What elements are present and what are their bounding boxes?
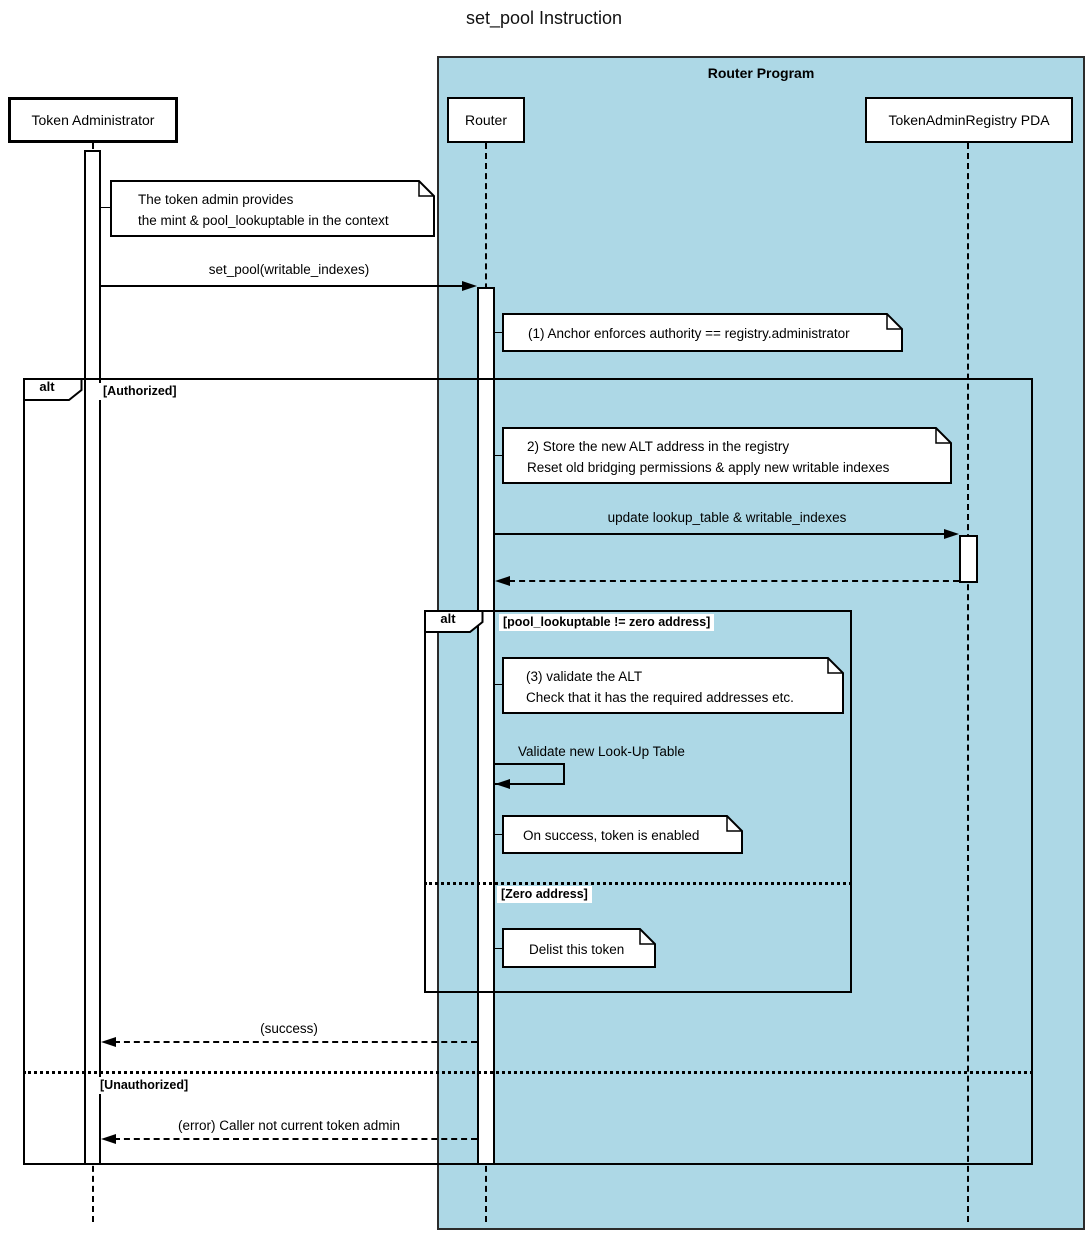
alt-operator-label: alt [39,379,55,394]
note-token-enabled [502,815,743,854]
note-store-line2: Reset old bridging permissions & apply new writable indexes [527,460,890,475]
message-validate-label: Validate new Look-Up Table [518,744,685,759]
note-enabled-text: On success, token is enabled [523,828,700,843]
participant-router: Router [447,97,525,143]
note-connector [494,834,502,835]
arrowhead-left-icon [101,1037,116,1047]
diagram-title: set_pool Instruction [465,8,623,28]
alt-operator-label: alt [440,611,456,626]
participant-token-administrator: Token Administrator [8,97,178,143]
message-update-line [495,533,945,535]
note-connector [494,332,502,333]
alt-divider-outer [23,1071,1033,1074]
note-validate-line2: Check that it has the required addresses etc. [526,690,794,705]
note-context [110,180,435,237]
guard-pool-lookuptable-not-zero: [pool_lookuptable != zero address] [499,614,714,631]
alt-operator-pentagon [23,378,83,401]
note-validate-alt [502,657,844,714]
guard-zero-address: [Zero address] [497,886,592,903]
participant-tokenadminregistry-pda: TokenAdminRegistry PDA [865,97,1073,143]
note-delist-text: Delist this token [529,942,625,957]
router-program-label: Router Program [707,65,815,81]
note-connector [494,455,502,456]
alt-operator-pentagon [424,610,484,633]
note-store-alt [502,427,952,484]
note-validate-line1: (3) validate the ALT [526,669,643,684]
note-store-line1: 2) Store the new ALT address in the registry [527,439,790,454]
arrowhead-left-icon [495,576,510,586]
arrowhead-right-icon [462,281,477,291]
note-connector [100,207,110,208]
message-set-pool-line [101,285,463,287]
message-set-pool-label: set_pool(writable_indexes) [208,262,370,277]
message-success-label: (success) [260,1021,318,1036]
arrowhead-right-icon [944,529,959,539]
note-connector [494,684,502,685]
note-context-line2: the mint & pool_lookuptable in the context [138,213,389,228]
message-error-label: (error) Caller not current token admin [177,1118,401,1133]
message-update-return-line [509,580,959,582]
note-context-line1: The token admin provides [138,192,294,207]
guard-authorized: [Authorized] [99,383,181,400]
arrowhead-left-icon [495,779,510,789]
note-connector [494,948,502,949]
arrowhead-left-icon [101,1134,116,1144]
note-anchor-enforces [502,313,903,352]
message-update-label: update lookup_table & writable_indexes [607,510,847,525]
note-delist-token [502,928,656,968]
guard-unauthorized: [Unauthorized] [96,1077,192,1094]
alt-divider-inner [424,882,852,885]
note-anchor-text: (1) Anchor enforces authority == registry.administrator [528,326,850,341]
message-error-line [114,1138,477,1140]
message-success-line [114,1041,477,1043]
